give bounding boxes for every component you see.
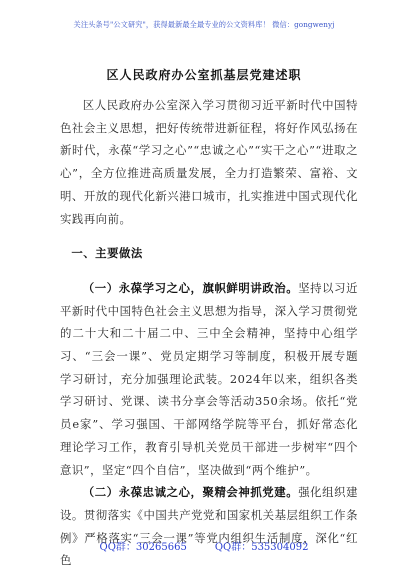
item1-text: 坚持以习近平新时代中国特色社会主义思想为指导，深入学习贯彻党的二十大和二十届二中、三中全会精神，坚持中心组学习、“三会一课”、党员定期学习等制度，积极开展专题学习研讨，充分加强理论武装。2024年以来，组织各类学习研讨、党课、读书分享会等活动350余场。依托“党员e家”、学习强国、干部网络学院等平台，抓好常态化理论学习工作，教育引导机关党员干部进一步树牢“四个意识”，坚定“四个自信”，坚决做到“两个维护”。 <box>60 280 358 477</box>
item2-text: 强化组织建设。贯彻落实《中国共产党党和国家机关基层组织工作条例》严格落实“三会一课”等党内组织生活制度，深化“红色 <box>60 485 358 568</box>
item2-paragraph <box>60 481 358 572</box>
footer-contact <box>0 538 408 553</box>
item1-heading: （一）永葆学习之心，旗帜鲜明讲政治。 <box>82 280 299 295</box>
item2-heading: （二）永葆忠诚之心，聚精会神抓党建。 <box>82 485 299 500</box>
document-title: 区人民政府办公室抓基层党建述职 <box>106 68 302 82</box>
header-notice: 关注头条号"公文研究"，获得最新最全最专业的公文资料库！ 微信：gongwenyj <box>73 20 335 29</box>
footer-qq-group-1: QQ群：30265665 <box>99 542 187 553</box>
intro-paragraph: 区人民政府办公室深入学习贯彻习近平新时代中国特色社会主义思想，把好传统带进新征程，将好作风弘扬在新时代，永葆“学习之心”“忠诚之心”“实干之心”“进取之心”，全方位推进高质量发展，全力打造繁荣、富裕、文明、开放的现代化新兴港口城市，扎实推进中国式现代化实践再向前。 <box>60 98 358 226</box>
section-heading: 一、主要做法 <box>71 246 143 261</box>
document-body <box>60 94 358 572</box>
footer-qq-group-2: QQ群：535304092 <box>214 542 309 553</box>
item1-paragraph <box>60 277 358 481</box>
